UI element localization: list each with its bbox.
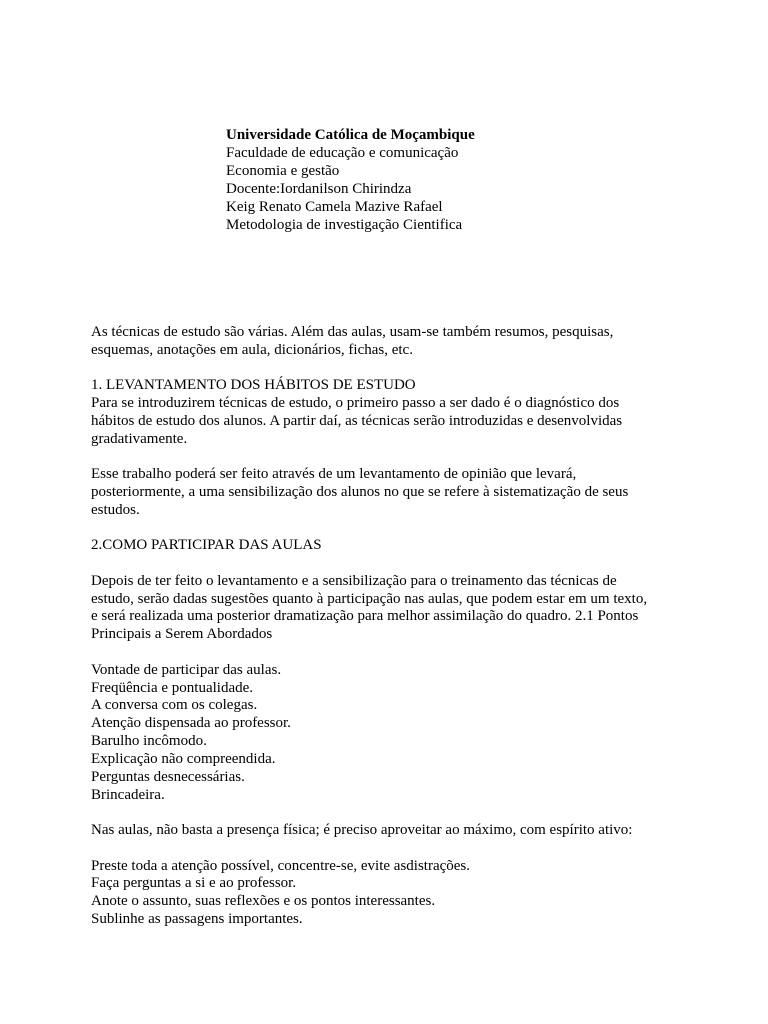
- section1-paragraph-2: Esse trabalho poderá ser feito através de um levantamento de opinião que levará, posteriormente, a uma sensibilização dos alunos no que se refere à sistematização de seus estudos.: [91, 466, 629, 519]
- list-item: Brincadeira.: [91, 786, 165, 803]
- list-item: Sublinhe as passagens importantes.: [91, 911, 303, 928]
- university-name: Universidade Católica de Moçambique: [226, 127, 475, 143]
- paragraph-spacer: [91, 644, 651, 661]
- section1-paragraph-1: Para se introduzirem técnicas de estudo, o primeiro passo a ser dado é o diagnóstico dos hábitos de estudo dos alunos. A partir daí, as técnicas serão introduzidas e desenvolvidas gradativamente.: [91, 395, 623, 447]
- list-item: Faça perguntas a si e ao professor.: [91, 875, 297, 892]
- list-item: A conversa com os colegas.: [91, 697, 258, 714]
- active-intro-paragraph: Nas aulas, não basta a presença física; é preciso aproveitar ao máximo, com espírito ativo:: [91, 822, 633, 839]
- list-item: Perguntas desnecessárias.: [91, 769, 245, 786]
- course-name: Economia e gestão: [226, 162, 340, 179]
- subject-name: Metodologia de investigação Cientifica: [226, 216, 463, 233]
- paragraph-spacer: [91, 360, 651, 377]
- document-body: [91, 324, 651, 929]
- paragraph-spacer: [91, 555, 651, 572]
- section2-heading: 2.COMO PARTICIPAR DAS AULAS: [91, 537, 322, 554]
- paragraph-spacer: [91, 449, 651, 466]
- list-item: Anote o assunto, suas reflexões e os pontos interessantes.: [91, 893, 436, 910]
- paragraph-spacer: [91, 520, 651, 537]
- paragraph-spacer: [91, 840, 651, 857]
- list-item: Explicação não compreendida.: [91, 751, 276, 768]
- paragraph-spacer: [91, 805, 651, 822]
- section2-paragraph-1: Depois de ter feito o levantamento e a sensibilização para o treinamento das técnicas de estudo, serão dadas sugestões quanto à participação nas aulas, que podem estar em um texto, e será realizada uma posterior dramatização para melhor assimilação do quadro. 2.1 Pontos Principais a Serem Abordados: [91, 572, 648, 643]
- list-item: Barulho incômodo.: [91, 733, 207, 750]
- list-item: Vontade de participar das aulas.: [91, 661, 282, 678]
- list-item: Atenção dispensada ao professor.: [91, 715, 291, 732]
- list-item: Preste toda a atenção possível, concentre-se, evite asdistrações.: [91, 857, 471, 874]
- teacher-name: Docente:Iordanilson Chirindza: [226, 180, 412, 197]
- section1-heading: 1. LEVANTAMENTO DOS HÁBITOS DE ESTUDO: [91, 377, 416, 394]
- title-block: [226, 127, 475, 234]
- author-name: Keig Renato Camela Mazive Rafael: [226, 198, 443, 215]
- tips-list: [91, 858, 651, 930]
- intro-paragraph: As técnicas de estudo são várias. Além das aulas, usam-se também resumos, pesquisas, esquemas, anotações em aula, dicionários, fichas, etc.: [91, 324, 614, 358]
- faculty-name: Faculdade de educação e comunicação: [226, 144, 459, 161]
- points-list: [91, 662, 651, 805]
- list-item: Freqüência e pontualidade.: [91, 679, 254, 696]
